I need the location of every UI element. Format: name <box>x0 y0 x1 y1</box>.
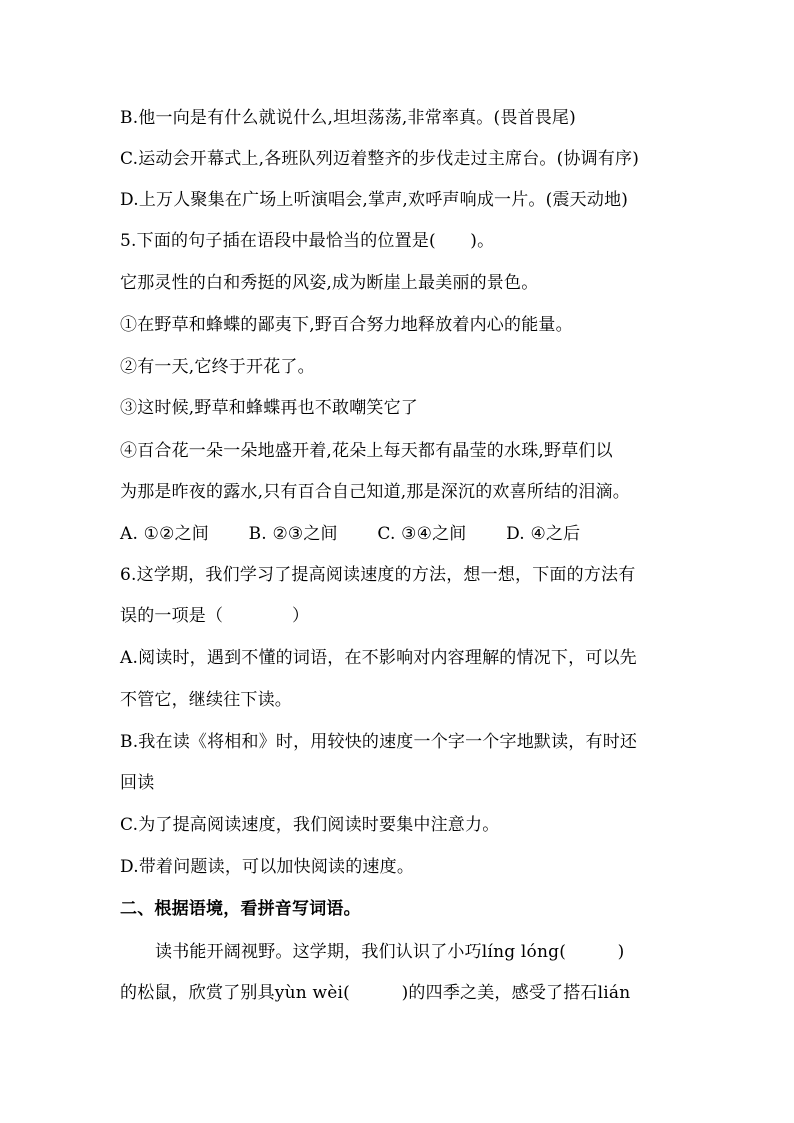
q6-stem-line1: 6.这学期，我们学习了提高阅读速度的方法，想一想，下面的方法有 <box>120 565 636 585</box>
q5-option-b: B. ②③之间 <box>248 524 338 544</box>
q6-option-a-line1: A.阅读时，遇到不懂的词语，在不影响对内容理解的情况下，可以先 <box>120 648 637 668</box>
q4-option-c: C.运动会开幕式上,各班队列迈着整齐的步伐走过主席台。(协调有序) <box>120 149 640 169</box>
q5-item-4: ④百合花一朵一朵地盛开着,花朵上每天都有晶莹的水珠,野草们以 <box>120 441 613 461</box>
q5-sentence: 它那灵性的白和秀挺的风姿,成为断崖上最美丽的景色。 <box>120 273 539 293</box>
q6-option-d: D.带着问题读，可以加快阅读的速度。 <box>120 857 415 877</box>
q5-option-a: A. ①②之间 <box>120 524 209 544</box>
q5-item-4-cont: 为那是昨夜的露水,只有百合自己知道,那是深沉的欢喜所结的泪滴。 <box>120 482 631 502</box>
q6-stem-line2: 误的一项是（ ） <box>120 606 310 626</box>
section2-paragraph-line2: 的松鼠，欣赏了别具yùn wèi( )的四季之美，感受了搭石lián <box>120 983 631 1003</box>
q6-option-a-line2: 不管它，继续往下读。 <box>120 690 292 710</box>
q5-options <box>120 522 580 546</box>
q5-item-3: ③这时候,野草和蜂蝶再也不敢嘲笑它了 <box>120 398 419 418</box>
q5-item-2: ②有一天,它终于开花了。 <box>120 357 315 377</box>
q5-option-d: D. ④之后 <box>506 524 581 544</box>
q6-option-b-line1: B.我在读《将相和》时，用较快的速度一个字一个字地默读，有时还 <box>120 732 638 752</box>
q4-option-b: B.他一向是有什么就说什么,坦坦荡荡,非常率真。(畏首畏尾) <box>120 108 576 128</box>
q5-option-c: C. ③④之间 <box>377 524 467 544</box>
q4-option-d: D.上万人聚集在广场上听演唱会,掌声,欢呼声响成一片。(震天动地) <box>120 190 629 210</box>
section2-paragraph-line1: 读书能开阔视野。这学期，我们认识了小巧líng lóng( ) <box>155 942 625 962</box>
section2-heading: 二、根据语境，看拼音写词语。 <box>120 899 361 919</box>
q6-option-c: C.为了提高阅读速度，我们阅读时要集中注意力。 <box>120 815 500 835</box>
q5-item-1: ①在野草和蜂蝶的鄙夷下,野百合努力地释放着内心的能量。 <box>120 315 573 335</box>
q5-stem: 5.下面的句子插在语段中最恰当的位置是( )。 <box>120 231 495 251</box>
q6-option-b-line2: 回读 <box>120 773 155 793</box>
